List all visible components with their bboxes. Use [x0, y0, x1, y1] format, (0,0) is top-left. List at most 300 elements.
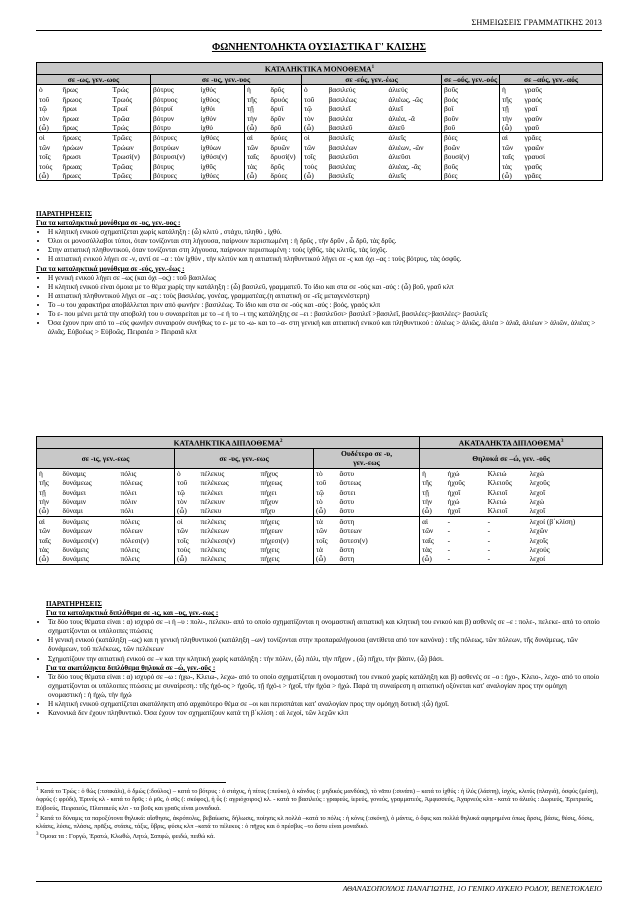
table-cell: - [447, 526, 451, 536]
table-cell: τὴν [245, 114, 269, 123]
table-cell: τοῖς [175, 536, 199, 545]
table-cell: βοῦ [442, 123, 500, 133]
header-rule [36, 30, 602, 31]
table-row [37, 506, 603, 516]
mono-group-header: σε -εύς, γεν.-έως [302, 74, 442, 84]
footnote-1: $^1$ Κατά το Τρώς : ὁ θώς (:τσακάλι), ὁ δμώς (:δούλος) – κατά το βότρυς : ὁ στάχυς, ἡ πίτυς (:πεύκο), ὁ κάνδυς (: μηδικός μανδύας), τὸ νᾶπυ (:σινάπι) – κατά το ἰχθύς : ἡ ἰλύς (λάσπη), ἰσχύς, κλιτύς (πλαγιά), ὀσφύς (μέση), ὀφρύς (: φρύδι), Ἐρινύς κλ - κατά το δρῦς : ὁ μῦς, ὁ σῦς (: σκύφος), ἡ ὗς (: αγριόχοιρος) κλ. - κατά το βασιλεύς : γραφεύς, ἱερεύς, γονεύς, γραμματεύς, Ἀμφισσεύς, Ἀχαρνεύς κλπ - κατά το ἁλιεύς : Δωριεύς, Ἐρετριεύς, Εὐβοεύς, Πειραιεύς, Πλαταιεύς κλπ - τα βοῦς και γραῦς είναι μοναδικά. [36, 787, 598, 812]
table-cell: λεχοί [528, 554, 603, 564]
di-notes-list-1 [36, 618, 602, 663]
di-group-header: σε -υς, γεν.-εως [175, 448, 314, 468]
table-cell: ἥρως [62, 122, 78, 132]
table-row [37, 104, 603, 113]
table-cell: ἥρωος [62, 94, 82, 104]
table-cell: αἱ [37, 516, 61, 526]
table-cell: τῶν [500, 143, 523, 152]
note-item: • Η κλητική ενικού σχηματίζεται χωρίς κατάληξη : (ὦ) κλιτύ , στάχυ, πληθύ , ἰχθύ. [48, 228, 602, 237]
table-cell: ἁλιέας, -ᾶς [388, 161, 421, 171]
table-cell: τὰς [245, 162, 269, 171]
table-row [37, 545, 603, 554]
table-cell: τῆς [500, 95, 523, 104]
table-cell: τὸ [314, 497, 338, 506]
table-cell: τὸν [175, 497, 199, 506]
table-cell: πήχεις [259, 516, 314, 526]
table-cell: Τρώς [112, 122, 129, 132]
table-row [37, 152, 603, 161]
table-cell: τῇ [420, 488, 446, 497]
table-cell: τοὺς [302, 162, 327, 171]
table-cell: ἁλιέων, -ῶν [388, 142, 424, 152]
table-cell: ἡ [245, 85, 269, 95]
table-cell: - [487, 535, 491, 545]
table-cell: ἄστη [338, 554, 420, 564]
table-row [37, 497, 603, 506]
table-cell: δρυΐ [270, 104, 284, 114]
table-cell: τοὺς [175, 545, 199, 554]
table-cell: βότρυ [151, 123, 199, 133]
di-notes-head-2: Για τα ακατάληκτα διπλόθεμα θηλυκά σε –ώ, γεν.-οῦς : [46, 663, 216, 672]
table-cell: λεχῶν [528, 526, 603, 535]
mono-notes [36, 210, 602, 337]
table-cell: δρυσί(ν) [270, 152, 296, 162]
table-cell: ἰχθύς [200, 85, 216, 95]
table-cell: πῆχυ [260, 506, 276, 516]
table-row [37, 536, 603, 545]
mono-singular [37, 85, 603, 133]
note-item: • Όλοι οι μονοσύλλαβοι τύποι, όταν τονίζονται στη λήγουσα, παίρνουν περισπωμένη : ἡ δρῦς , τὴν δρῦν , ὦ δρῦ, τὰς δρῦς. [48, 237, 602, 246]
table-cell: τὸν [37, 114, 61, 123]
table-cell: ἥρωι [62, 104, 77, 114]
table-cell: τῷ [302, 104, 327, 113]
table-cell: ἰχθύ [200, 122, 213, 132]
table-cell: δυνάμει [62, 487, 86, 497]
di-notes [36, 600, 602, 718]
table-cell: ἁλιεῖς [387, 133, 442, 143]
table-cell: - [487, 526, 491, 536]
table-cell: πόλεις [120, 545, 140, 554]
note-item: • Η κλητική ενικού σχηματίζεται ακατάληκτη από αρχαιότερο θέμα σε –οι και περισπάται κατ' αναλογίαν προς την ομόηχη δοτική :(ὦ) ἠχοῖ. [48, 700, 602, 709]
table-cell: (ὦ) [500, 123, 523, 133]
table-cell: Κλειοῦς [487, 478, 512, 488]
table-cell: τοῖς [37, 152, 61, 161]
table-cell: (ὦ) [37, 554, 61, 564]
table-cell: πόλεως [120, 478, 143, 488]
table-cell: γραυσί [523, 152, 603, 161]
table-cell: τὰ [314, 545, 338, 554]
table-cell: Κλειοῖ [487, 506, 508, 516]
table-cell: ὁ [37, 85, 61, 95]
table-row [37, 516, 603, 526]
table-cell: ταῖς [37, 536, 61, 545]
table-cell: πέλεκυν [200, 496, 225, 506]
diplothema-section [36, 436, 603, 565]
table-cell: γραῶν [523, 143, 603, 152]
table-cell: δυνάμεις [62, 545, 89, 554]
table-cell: τῆς [245, 95, 269, 104]
table-cell: δύναμις [62, 468, 86, 478]
table-cell: Τρῶα [112, 113, 130, 123]
table-cell: τὴν [37, 497, 61, 506]
table-cell: Τρωσί(ν) [112, 152, 140, 162]
table-cell: ἡ [420, 468, 446, 478]
table-cell: δυνάμεων [62, 526, 93, 536]
table-cell: πήχεως [260, 478, 283, 488]
table-cell: ἥρωες [61, 133, 111, 143]
note-item: • Τα δύο τους θέματα είναι : α) ισχυρό σε –ι ή –υ : πολι-, πελεκυ- από το οποίο σχηματίζονται η ονομαστική αιτιατική και κλητική του ενικού και β) ασθενές σε –ε : πολε-, πελεκε- από το οποίο σχηματίζονται οι υπόλοιπες πτώσεις [48, 618, 602, 636]
table-cell: βότρυος [151, 95, 199, 104]
table-cell: λεχώ [528, 468, 603, 478]
note-item: • Όσα έχουν πριν από το –εύς φωνήεν συναιρούν συνήθως το ε- με το -ω- και το –α- στη γενική και αιτιατική ενικού και πληθυντικού : ἁλιέως > ἁλιῶς, ἁλιέα > ἁλιᾶ, ἁλιέων > ἁλιῶν, ἁλιέας > ἁλιᾶς, Εὐβοέως > Εὐβοῶς, Πειραιέα > Πειραιᾶ κλπ [48, 319, 602, 337]
table-cell: ἠχώ [447, 468, 460, 478]
table-cell: δύναμι [62, 506, 83, 516]
page-title: ΦΩΝΗΕΝΤΟΛΗΚΤΑ ΟΥΣΙΑΣΤΙΚΑ Γ' ΚΛΙΣΗΣ [211, 42, 427, 53]
monothema-table [36, 62, 603, 181]
table-cell: ἄστεων [339, 526, 362, 536]
table-cell: Κλειοῖ [487, 487, 508, 497]
table-cell: βασιλεῖς [327, 171, 387, 181]
table-cell: πόλιν [120, 496, 137, 506]
table-cell: (ὦ) [420, 554, 446, 564]
table-cell: γραῦς [523, 162, 603, 171]
table-cell: δρυός [270, 94, 288, 104]
table-cell: τὰς [37, 545, 61, 554]
table-cell: πελέκεις [200, 545, 226, 554]
table-cell: βασιλεῦσι [328, 152, 359, 162]
table-cell: βοῦν [442, 114, 500, 123]
table-cell: τῇ [500, 104, 523, 113]
table-cell: τὸ [314, 468, 338, 478]
table-cell: ἄστει [339, 487, 356, 497]
table-cell: πόλεις [119, 554, 175, 564]
table-cell: Τρῶες [111, 171, 151, 181]
table-cell: βόες [442, 133, 500, 143]
note-item: • Κανονικά δεν έχουν πληθυντικό. Όσα έχουν τον σχηματίζουν κατά τη β΄κλίση : αἱ λεχοί, τῶν λεχῶν κλπ [48, 709, 602, 718]
table-cell: τῶν [175, 526, 199, 535]
table-cell: (ὦ) [37, 506, 61, 516]
table-cell: (ὦ) [500, 171, 523, 181]
di-notes-list-2 [36, 673, 602, 718]
table-cell: τοῖς [314, 536, 338, 545]
table-cell: δρύες [269, 171, 302, 181]
table-cell: πέλεκυ [200, 506, 222, 516]
table-cell: Τρώων [112, 142, 134, 152]
table-cell: τῶν [37, 143, 61, 152]
table-cell: λεχοῖ [528, 488, 603, 497]
table-cell: ἄστη [339, 545, 355, 554]
table-cell: βασιλέων [328, 142, 357, 152]
table-cell: ἥρωες [61, 171, 111, 181]
table-cell: πέλεκυς [200, 468, 225, 478]
table-cell: ἠχώ [447, 496, 460, 506]
table-cell: τῷ [314, 488, 338, 497]
table-cell: ἁλιεῖς [387, 171, 442, 181]
table-cell: τῇ [37, 488, 61, 497]
table-cell: τὸν [302, 114, 327, 123]
table-cell: πήχεις [259, 554, 314, 564]
table-cell: (ὦ) [245, 123, 269, 133]
table-cell: τοῦ [302, 95, 327, 104]
note-item: • Στην αιτιατική πληθυντικού, όταν τονίζονται στη λήγουσα, παίρνουν περισπωμένη : τοὺς ἰχθῦς, τὰς κλιτῦς, τὰς ἰσχῦς. [48, 246, 602, 255]
table-cell: ἁλιεύς [388, 85, 408, 95]
page-footer: ΑΘΑΝΑΣΟΠΟΥΛΟΣ ΠΑΝΑΓΙΩΤΗΣ, 1Ο ΓΕΝΙΚΟ ΛΥΚΕΙΟ ΡΟΔΟΥ, ΒΕΝΕΤΟΚΛΕΙΟ [342, 884, 602, 893]
table-cell: Κλειώ [487, 468, 507, 478]
table-cell: ταῖς [245, 152, 269, 161]
table-cell: τῆς [420, 478, 446, 487]
table-cell: τὰς [500, 162, 523, 171]
table-row [37, 526, 603, 535]
table-cell: βότρυς [151, 85, 199, 95]
table-cell: τῇ [245, 104, 269, 113]
table-row [37, 171, 603, 181]
table-cell: λεχούς [528, 545, 603, 554]
footer-rule [36, 881, 602, 882]
table-cell: ἠχοῦς [447, 478, 465, 488]
table-cell: δρῦ [270, 122, 282, 132]
table-cell: πῆχυς [260, 468, 278, 478]
akatalikta-title: ΑΚΑΤΑΛΗΚΤΑ ΔΙΠΛΟΘΕΜΑ$^3$ [420, 437, 603, 449]
table-cell: γρᾶες [523, 133, 603, 143]
di-notes-head-1: Για τα καταληκτικά διπλόθεμα σε -ις, και –υς, γεν.-εως : [46, 609, 219, 618]
table-cell: πόλι [120, 506, 134, 516]
mono-notes-head-1: Για τα καταληκτικά μονόθεμα σε -υς, γεν.-υος : [36, 219, 181, 228]
table-cell: ἄστυ [339, 506, 354, 516]
table-cell: πήχεων [260, 526, 283, 536]
note-item: • Η αιτιατική ενικού λήγει σε -ν, αντί σε –α : τὸν ἰχθύν , τὴν κλιτύν και η αιτιατική πληθυντικού λήγει σε -ς και όχι –ας : τοὺς βότρυς, τὰς ὀσφῦς. [48, 255, 602, 264]
table-cell: βότρυσι(ν) [151, 152, 199, 161]
table-cell: δρυῶν [270, 142, 290, 152]
footnotes [36, 786, 602, 842]
table-cell: ἁλιέα, -ᾶ [388, 113, 415, 123]
table-cell: - [486, 516, 528, 526]
table-cell: βασιλεῦ [328, 122, 353, 132]
table-cell: τῶν [314, 526, 338, 535]
table-cell: οἱ [175, 516, 199, 526]
table-cell: λεχώ [528, 497, 603, 506]
table-cell: (ὦ) [314, 506, 338, 516]
table-cell: ἠχοῖ [447, 506, 461, 516]
table-cell: πήχει [260, 487, 277, 497]
table-cell: ἰχθύι [200, 104, 215, 114]
table-cell: ἰχθῦς [200, 161, 216, 171]
table-cell: ὁ [175, 468, 199, 478]
table-cell: Τρώς [112, 85, 129, 95]
table-cell: γραΐ [523, 104, 603, 113]
table-cell: Τρωΐ [112, 104, 128, 114]
table-cell: ἁλιεῖ [388, 104, 403, 114]
table-cell: βοτρύων [151, 143, 199, 152]
table-cell: πόλεις [119, 516, 175, 526]
table-cell: (ὦ) [245, 171, 269, 181]
table-cell: γρᾶες [523, 171, 603, 181]
table-cell: - [486, 554, 528, 564]
table-cell: αἱ [245, 133, 269, 143]
table-row [37, 478, 603, 487]
di-group-header: σε -ις, γεν.-εως [37, 448, 175, 468]
table-cell: αἱ [500, 133, 523, 143]
table-cell: πόλις [120, 468, 137, 478]
note-item: • Το –υ του χαρακτήρα αποβάλλεται πριν από φωνήεν : βασιλέως. Το ίδιο και στα σε -ούς και -αύς : βοός, γραός κλπ [48, 301, 602, 310]
monothema-section [36, 62, 603, 181]
table-cell: (ὦ) [37, 171, 61, 181]
table-cell: πελέκεως [200, 478, 229, 488]
table-cell: ἁλιεῦσι [388, 152, 411, 162]
table-row [37, 123, 603, 133]
mono-group-header: σε -ως, γεν.-ωος [37, 74, 151, 84]
table-cell: δυνάμεσι(ν) [62, 535, 99, 545]
table-cell: πόλει [120, 487, 137, 497]
table-cell: τοῦ [314, 478, 338, 487]
table-cell: δρύες [269, 133, 302, 143]
table-cell: - [447, 535, 451, 545]
table-cell: ἄστεσι(ν) [339, 535, 368, 545]
table-cell: βότρυες [151, 133, 199, 143]
table-cell: τῶν [245, 143, 269, 152]
table-cell: τῷ [37, 104, 61, 113]
note-item: • Τα δύο τους θέματα είναι : α) ισχυρό σε –ω : ἠχω-, Κλειω-, λεχω- από το οποίο σχηματίζεται η ονομαστική του ενικού χωρίς κατάληξη και β) ασθενές σε –ο : ἠχο-, Κλειο-, λεχο- από το οποίο σχηματίζονται οι υπόλοιπες πτώσεις με συναίρεση.: τῆς ἠχό-ος > ἠχοῦς, τῇ ἠχό-ι > ἠχοῖ, τὴν ἠχόα > ἠχώ. Παρά τη συναίρεση η αιτιατική οξύνεται κατ' αναλογίαν προς την ομόηχη ονομαστική : ἡ ἠχώ, τὴν ἠχώ [48, 673, 602, 700]
table-cell: τῶν [37, 526, 61, 535]
di-notes-title: ΠΑΡΑΤΗΡΗΣΕΙΣ [46, 600, 102, 608]
table-row [37, 85, 603, 95]
table-cell: ἡ [500, 85, 523, 95]
table-cell: δυνάμεως [62, 478, 92, 488]
table-cell: πόλεων [120, 526, 143, 536]
table-cell: ταῖς [500, 152, 523, 161]
table-cell: οἱ [37, 133, 61, 143]
table-cell: γραῦν [523, 114, 603, 123]
table-cell: βοῶν [442, 143, 500, 152]
table-cell: αἱ [420, 516, 446, 526]
table-cell: δυνάμεις [61, 516, 119, 526]
table-cell: πελέκει [200, 487, 223, 497]
diplothema-title: ΚΑΤΑΛΗΚΤΙΚΑ ΔΙΠΛΟΘΕΜΑ$^2$ [37, 437, 420, 449]
footnote-3: $^3$ Όμοια τα : Γοργώ, Ἐρατώ, Κλωθώ, Λητώ, Σαπφώ, φειδώ, πειθώ κά. [36, 832, 215, 841]
table-cell: δρῦς [270, 161, 285, 171]
table-cell: ἁλιέως, -ῶς [388, 94, 423, 104]
note-item: • Η κλητική ενικού είναι όμοια με το θέμα χωρίς την κατάληξη : (ὦ) βασιλεῦ, γραμματεῦ. Το ίδιο και στα σε -ούς και -αύς : (ὦ) βοῦ, γραῦ κλπ [48, 283, 602, 292]
table-cell: (ὦ) [302, 123, 327, 133]
table-cell: βόες [442, 171, 500, 181]
page-header: ΣΗΜΕΙΩΣΕΙΣ ΓΡΑΜΜΑΤΙΚΗΣ 2013 [471, 18, 602, 27]
table-cell: πελέκεις [199, 516, 259, 526]
diplothema-table [36, 436, 603, 565]
table-cell: πελέκεσι(ν) [200, 535, 236, 545]
table-cell: βότρυς [151, 162, 199, 171]
mono-group-header: σε -υς, γεν.-υος [151, 74, 302, 84]
mono-group-header: σε –αύς, γεν.-αός [500, 74, 603, 84]
table-cell: τὰ [314, 516, 338, 526]
note-item: • Η αιτιατική πληθυντικού λήγει σε –ας : τοὺς βασιλέας, γονέας, γραμματέας.(η αιτιατική σε -εῖς μεταγενέστερη) [48, 292, 602, 301]
monothema-title: ΚΑΤΑΛΗΚΤΙΚΑ ΜΟΝΟΘΕΜΑ$^1$ [37, 63, 603, 75]
table-cell: τὰς [420, 545, 446, 554]
di-group-header: Ουδέτερο σε -υ, γεν.-εως [314, 448, 420, 468]
footnote-2: $^2$ Κατά το δύναμις τα παροξύτονα θηλυκά: αἴσθησις, ἀκρόπολις, βεβαίωσις, δήλωσις, ποίησις κλ πολλά –κατά το πόλις : ἡ κόνις (:σκόνη), ὁ μάντις, ὁ ὄφις και πολλά θηλυκά αφηρημένα όπως ἄρσις, βάσις, θέσις, δόσις, κλάσις, λύσις, πλάσις, πρᾶξις, στάσις, τάξις, ὕβρις, φύσις κλπ –κατά το πέλεκυς : ὁ πῆχυς και ὁ πρέσβυς –το ἄστυ είναι μοναδικό. [36, 813, 594, 831]
table-cell: Τρωός [112, 94, 133, 104]
table-cell: Τρῶες [111, 133, 151, 143]
table-cell: βότρυϊ [151, 104, 199, 113]
table-cell: βοῦς [442, 85, 500, 95]
table-cell: βοῦς [442, 162, 500, 171]
table-cell: βασιλέας [328, 161, 356, 171]
table-cell: ταῖς [420, 536, 446, 545]
table-cell: ἰχθύες [199, 133, 245, 143]
table-cell: ἥρωας [62, 161, 82, 171]
table-cell: δυνάμεις [61, 554, 119, 564]
mono-group-header: σε –ούς, γεν.-οός [442, 74, 500, 84]
di-plural [37, 516, 603, 564]
table-cell: πήχεις [260, 545, 280, 554]
table-cell: βοΐ [442, 104, 500, 113]
table-cell: τὴν [420, 497, 446, 506]
table-cell: (ὦ) [302, 171, 327, 181]
table-cell: πήχεσι(ν) [260, 535, 289, 545]
table-row [37, 162, 603, 171]
table-cell: οἱ [302, 133, 327, 143]
table-cell: τοῖς [302, 152, 327, 161]
table-cell: γραός [523, 95, 603, 104]
table-cell: Τρῶας [112, 161, 133, 171]
table-cell: βασιλεῖς [327, 133, 387, 143]
table-cell: τοῦ [175, 478, 199, 487]
table-cell: ἄστεως [339, 478, 362, 488]
table-cell: ἡ [37, 468, 61, 478]
table-cell: ἡρώων [62, 142, 84, 152]
note-item: • Η γενική ενικού λήγει σε –ως (και όχι –ος) : τοῦ βασιλέως [48, 274, 602, 283]
table-cell: πῆχυν [260, 496, 279, 506]
mono-notes-list-1 [36, 228, 602, 264]
table-cell: τοὺς [37, 162, 61, 171]
table-cell: ἥρωα [62, 113, 79, 123]
table-cell: ἰχθύων [200, 142, 222, 152]
table-cell: βασιλέως [328, 94, 357, 104]
table-cell: τῶν [302, 143, 327, 152]
table-cell: ἰχθύσι(ν) [200, 152, 228, 162]
table-cell: τὴν [500, 114, 523, 123]
table-cell: - [447, 545, 451, 554]
mono-notes-title: ΠΑΡΑΤΗΡΗΣΕΙΣ [36, 210, 92, 218]
table-cell: πελέκεων [200, 526, 230, 536]
table-cell: λεχοῦς [528, 478, 603, 487]
note-item: • Η γενική ενικού (κατάληξη –ως) και η γενική πληθυντικού (κατάληξη –ων) τονίζονται στην προπαραλήγουσα (αντίθετα από τον κανόνα) : τῆς πόλεως, τῶν πόλεων, τῆς δυνάμεως, τῶν δυνάμεων, τοῦ πελέκεως, τῶν πελέκεων [48, 636, 602, 654]
table-cell: βασιλέα [328, 113, 353, 123]
mono-plural [37, 133, 603, 181]
table-cell: δρῦν [270, 113, 285, 123]
table-row [37, 554, 603, 564]
table-cell: τῷ [175, 488, 199, 497]
table-cell: γραῦ [523, 123, 603, 133]
table-cell: βασιλεῖ [328, 104, 351, 114]
table-cell: βοός [442, 95, 500, 104]
table-cell: λεχοῖς [528, 536, 603, 545]
table-cell: βασιλεύς [328, 85, 356, 95]
table-cell: δρῦς [270, 85, 285, 95]
di-singular [37, 468, 603, 516]
table-row [37, 468, 603, 478]
table-cell: ἰχθύν [200, 113, 217, 123]
table-cell: (ὦ) [37, 123, 61, 133]
table-cell: (ὦ) [420, 506, 446, 516]
table-cell: - [446, 554, 486, 564]
table-cell: πόλεσι(ν) [120, 535, 149, 545]
table-row [37, 95, 603, 104]
table-cell: ἄστυ [339, 496, 354, 506]
table-cell: ἁλιεῦ [388, 122, 405, 132]
note-item: • Το ε- που μένει μετά την αποβολή του υ συναιρείται με το –ε ή το –ι της κατάληξης σε –ει : βασιλεῦσι> βασιλεῖ >βασιλεῖ, βασιλέες>βασιλέες> βασιλεῖς [48, 310, 602, 319]
table-cell: τοῦ [37, 95, 61, 104]
mono-notes-list-2 [36, 274, 602, 338]
table-cell: ἥρως [62, 85, 78, 95]
table-cell: βότρυν [151, 114, 199, 123]
table-cell: (ὦ) [175, 506, 199, 516]
table-cell: ἥρωσι [62, 152, 81, 162]
